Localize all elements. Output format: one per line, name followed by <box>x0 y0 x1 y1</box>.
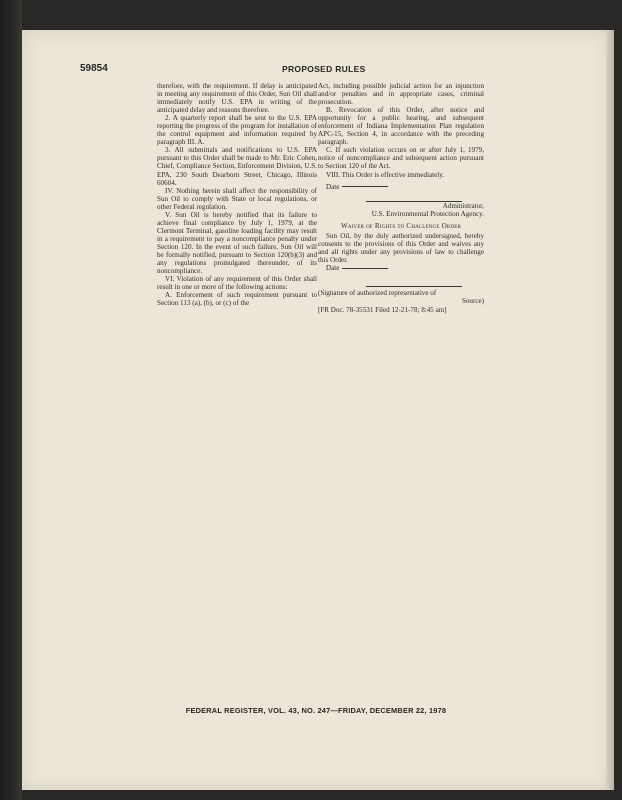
paragraph: 3. All submittals and notifications to U.S. EPA pursuant to this Order shall be made to Mr. Eric Cohen, Chief, Compliance Section, Enforcement Division, U.S. EPA, 230 South Dearborn Street, Chicago, Illinois 60604. <box>157 146 317 187</box>
paragraph: therefore, with the requirement. If delay is anticipated in meeting any requirement of this Order, Sun Oil shall immediately notify U.S. EPA in writing of the anticipated delay and reasons therefore. <box>157 82 317 115</box>
right-column <box>318 82 484 314</box>
document-page <box>22 30 610 790</box>
signature-caption-source: Source) <box>461 297 484 306</box>
paragraph: C. If such violation occurs on or after July 1, 1979, notice of noncompliance and subsequent action pursuant to Section 120 of the Act. <box>318 146 484 171</box>
date-line <box>318 183 484 191</box>
signatory-agency: U.S. Environmental Protection Agency. <box>371 209 484 218</box>
left-column <box>157 82 317 307</box>
doc-reference: [FR Doc. 78-35531 Filed 12-21-78; 8:45 am] <box>318 306 447 315</box>
paragraph: Act, including possible judicial action for an injunction and/or penalties and in appropriate cases, criminal prosecution. <box>318 82 484 107</box>
paragraph: VI. Violation of any requirement of this Order shall result in one or more of the following actions: <box>157 275 317 292</box>
paragraph: B. Revocation of this Order, after notice and opportunity for a public hearing, and subsequent enforcement of Indiana Implementation Plan regulation APC-15, Section 4, in accordance with the preceding paragraph. <box>318 106 484 147</box>
page-footer: FEDERAL REGISTER, VOL. 43, NO. 247—FRIDAY, DECEMBER 22, 1978 <box>185 706 447 715</box>
waiver-heading: Waiver of Rights to Challenge Order <box>340 221 462 230</box>
date-label: Date <box>326 182 340 191</box>
date-label: Date <box>326 263 340 272</box>
date-blank <box>342 186 388 187</box>
paragraph: IV. Nothing herein shall affect the responsibility of Sun Oil to comply with State or local regulations, or other Federal regulation. <box>157 186 317 211</box>
section-title: PROPOSED RULES <box>282 64 366 74</box>
signature-caption: (Signature of authorized representative of <box>318 288 437 297</box>
waiver-text: Sun Oil, by the duly authorized undersigned, hereby consents to the provisions of this Order and waives any and all rights under any provisions of law to challenge this Order. <box>318 231 484 264</box>
sheet-edge <box>606 30 614 790</box>
paragraph: 2. A quarterly report shall be sent to the U.S. EPA reporting the progress of the program for installation of the control equipment and information required by paragraph III. A. <box>157 114 317 147</box>
top-edge <box>22 0 622 30</box>
signatory-title: Administrator, <box>442 201 484 210</box>
paragraph: V. Sun Oil is hereby notified that its failure to achieve final compliance by July 1, 1979, at the Clermont Terminal, gasoline loading facility may result in a requirement to pay a noncompliance penalty under Section 120. In the event of such failure, Sun Oil will be formally notified, pursuant to Section 120(b)(3) and any regulations promulgated thereunder, of its noncompliance. <box>157 210 317 276</box>
paragraph: VIII. This Order is effective immediately. <box>326 170 445 179</box>
signature-line <box>366 286 462 287</box>
date-blank <box>342 268 388 269</box>
page-number: 59854 <box>80 63 108 74</box>
date-line <box>318 264 484 272</box>
binding-edge <box>0 0 22 800</box>
paragraph: A. Enforcement of such requirement pursuant to Section 113 (a), (b), or (c) of the <box>157 291 317 308</box>
